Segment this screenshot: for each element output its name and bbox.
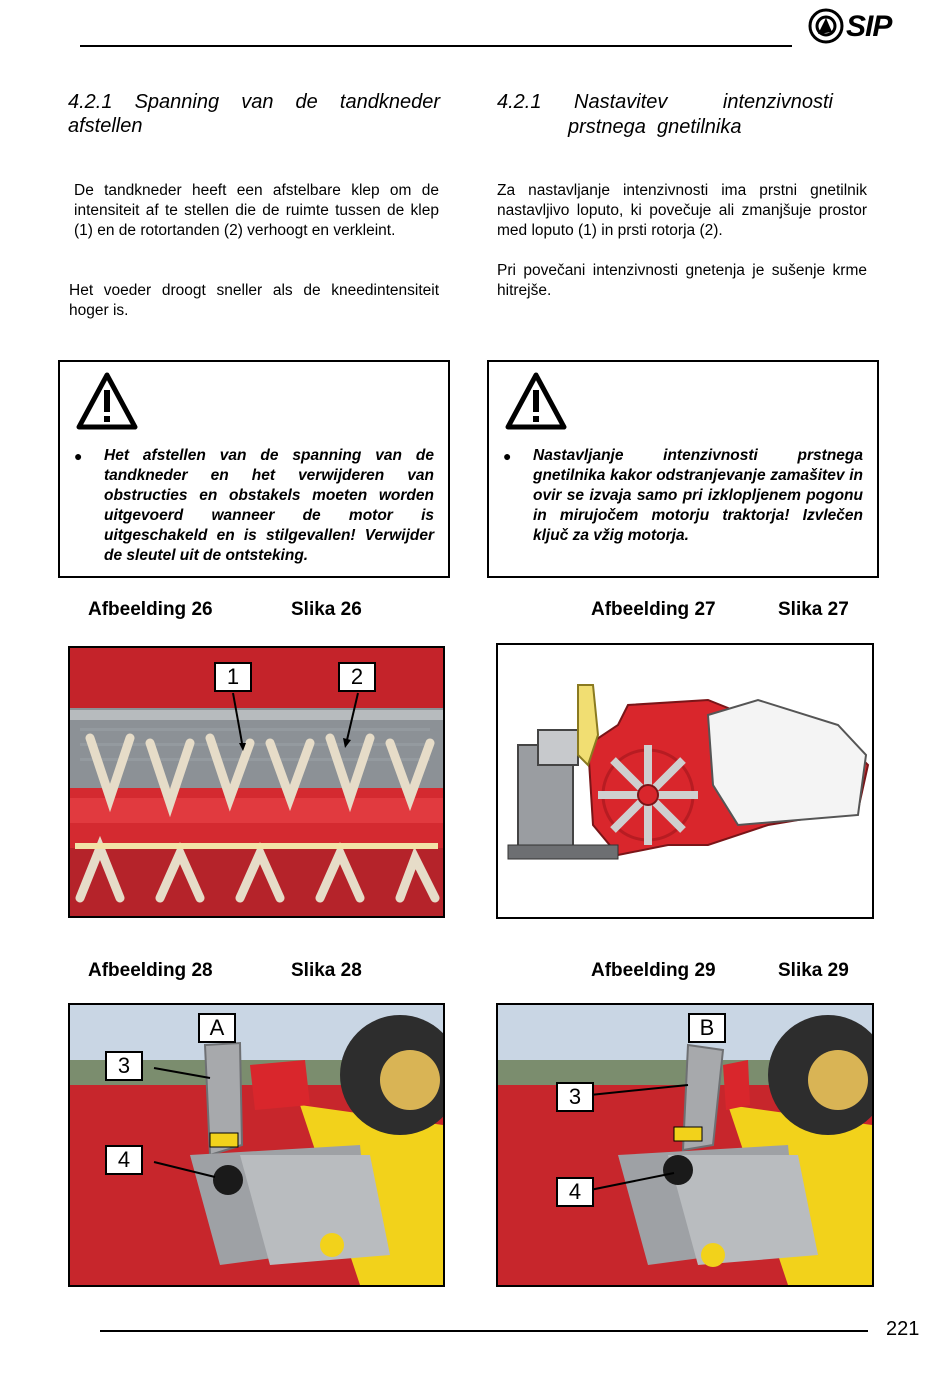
warning-box-left (58, 360, 450, 578)
brand-name: SIP (846, 10, 892, 43)
bullet-icon: ● (503, 448, 512, 464)
right-heading-line1: Nastavitev intenzivnosti (574, 91, 833, 113)
callout-label: A (198, 1013, 236, 1043)
caption-fig28-sl: Slika 28 (291, 960, 362, 981)
left-paragraph-1: De tandkneder heeft een afstelbare klep om de intensiteit af te stellen die de ruimte tussen de klep (1) en de rotortanden (2) verhoogt en verkleint. (74, 182, 439, 239)
callout-label: 4 (105, 1145, 143, 1175)
caption-fig28-nl: Afbeelding 28 (88, 960, 213, 981)
caption-fig29-nl: Afbeelding 29 (591, 960, 716, 981)
callout-label: B (688, 1013, 726, 1043)
callout-label: 1 (214, 662, 252, 692)
kneader-rotor-illustration (70, 648, 443, 916)
right-heading-number: 4.2.1 (497, 91, 542, 113)
bullet-icon: ● (74, 448, 83, 464)
page-number: 221 (886, 1318, 920, 1340)
left-paragraph-2: Het voeder droogt sneller als de kneedintensiteit hoger is. (69, 282, 439, 319)
callout-label: 3 (556, 1082, 594, 1112)
figure-28-photo (68, 1003, 445, 1287)
caption-fig29-sl: Slika 29 (778, 960, 849, 981)
left-heading: 4.2.1 Spanning van de tandkneder afstellen (68, 91, 440, 137)
warning-text-right: Nastavljanje intenzivnosti prstnega gnetilnika kakor odstranjevanje zamašitev in ovir se izvaja samo pri izklopljenem pogonu in mirujočem motorju traktorja! Izvlečen ključ za vžig motorja. (533, 447, 863, 544)
figure-29-photo (496, 1003, 874, 1287)
warning-text-left: Het afstellen van de spanning van de tandkneder en het verwijderen van obstructies en obstakels moeten worden uitgevoerd wanneer de motor is uitgeschakeld en is stilgevallen! Verwijder de sleutel uit de ontsteking. (104, 447, 434, 564)
callout-label: 3 (105, 1051, 143, 1081)
caption-fig27-sl: Slika 27 (778, 599, 849, 620)
header-rule (80, 45, 792, 47)
caption-fig27-nl: Afbeelding 27 (591, 599, 716, 620)
right-paragraph-2: Pri povečani intenzivnosti gnetenja je sušenje krme hitrejše. (497, 262, 867, 299)
footer-rule (100, 1330, 868, 1332)
callout-label: 2 (338, 662, 376, 692)
warning-triangle-icon (505, 372, 567, 430)
callout-label: 4 (556, 1177, 594, 1207)
right-heading-line2: prstnega gnetilnika (568, 116, 742, 138)
warning-box-right (487, 360, 879, 578)
figure-26-photo (68, 646, 445, 918)
figure-27-diagram (496, 643, 874, 919)
warning-triangle-icon (76, 372, 138, 430)
kneader-side-view-illustration (498, 645, 872, 917)
right-paragraph-1: Za nastavljanje intenzivnosti ima prstni gnetilnik nastavljivo loputo, ki povečuje ali zmanjšuje prostor med loputo (1) in prsti rotorja (2). (497, 182, 867, 239)
adjustment-lever-position-b-illustration (498, 1005, 872, 1285)
caption-fig26-nl: Afbeelding 26 (88, 599, 213, 620)
caption-fig26-sl: Slika 26 (291, 599, 362, 620)
